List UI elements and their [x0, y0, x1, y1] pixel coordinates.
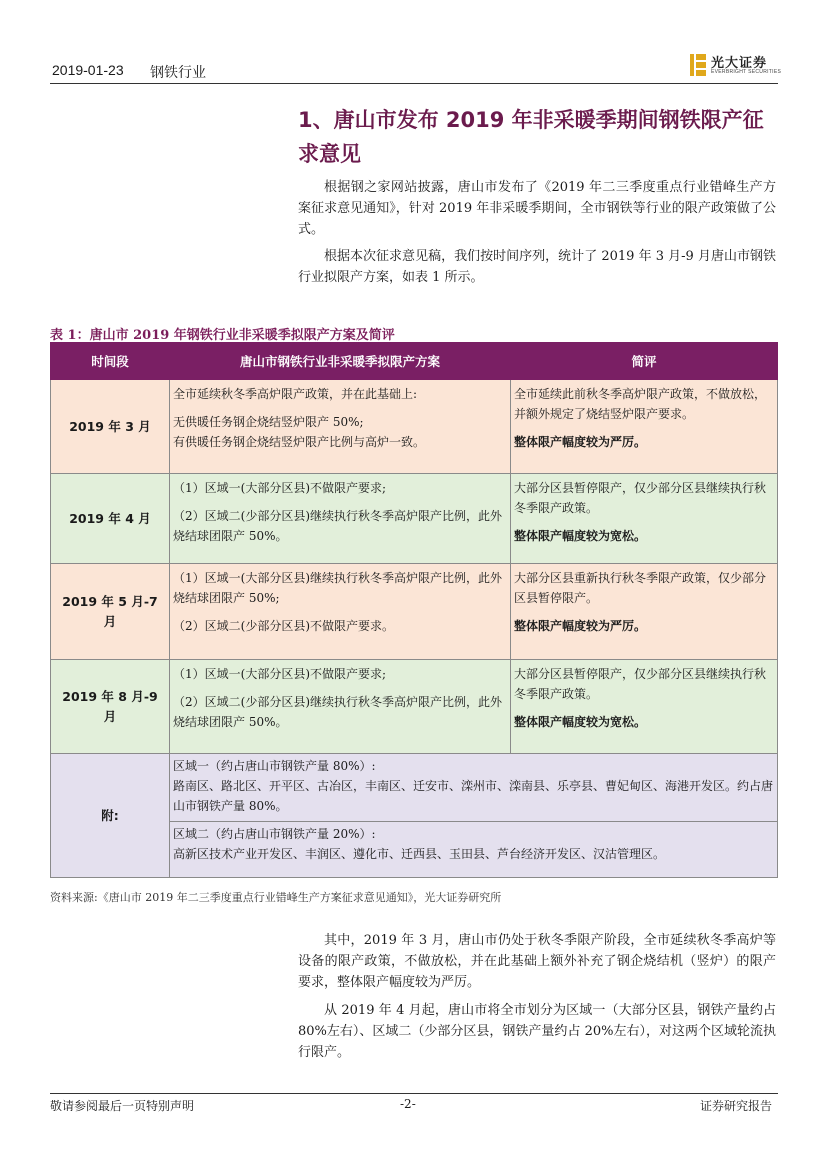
- page-number: -2-: [400, 1097, 416, 1111]
- header-plan: 唐山市钢铁行业非采暖季拟限产方案: [170, 343, 511, 380]
- comment-verdict: 整体限产幅度较为宽松。: [514, 529, 647, 543]
- header-industry: 钢铁行业: [150, 65, 206, 81]
- footer-rule: [50, 1093, 778, 1094]
- comment-text: 大部分区县重新执行秋冬季限产政策，仅少部分区县暂停限产。: [514, 571, 767, 605]
- note-region-1: [170, 754, 778, 822]
- comment-text: 大部分区县暂停限产，仅少部分区县继续执行秋冬季限产政策。: [514, 667, 767, 701]
- plan-line: （2）区域二(少部分区县)继续执行秋冬季高炉限产比例，此外烧结球团限产 50%。: [173, 695, 503, 729]
- note-body: 高新区技术产业开发区、丰润区、遵化市、迁西县、玉田县、芦台经济开发区、汉沽管理区。: [173, 847, 666, 861]
- note-label: 附:: [51, 754, 170, 878]
- row-period: 2019 年 8 月-9 月: [51, 660, 170, 754]
- table-note-row: [51, 754, 778, 822]
- row-period: 2019 年 3 月: [51, 380, 170, 474]
- row-plan: [170, 380, 511, 474]
- row-plan: [170, 474, 511, 564]
- comment-text: 全市延续此前秋冬季高炉限产政策，不做放松，并额外规定了烧结竖炉限产要求。: [514, 387, 767, 421]
- row-comment: [511, 660, 778, 754]
- comment-verdict: 整体限产幅度较为严厉。: [514, 435, 647, 449]
- table-source: 资料来源:《唐山市 2019 年二三季度重点行业错峰生产方案征求意见通知》，光大证券研究所: [50, 891, 502, 904]
- header-period: 时间段: [51, 343, 170, 380]
- row-comment: [511, 474, 778, 564]
- section-heading: 1、唐山市发布 2019 年非采暖季期间钢铁限产征求意见: [298, 108, 764, 166]
- row-period: 2019 年 5 月-7 月: [51, 564, 170, 660]
- plan-line: （2）区域二(少部分区县)继续执行秋冬季高炉限产比例，此外烧结球团限产 50%。: [173, 509, 503, 543]
- comment-verdict: 整体限产幅度较为严厉。: [514, 619, 647, 633]
- footer-disclaimer: 敬请参阅最后一页特别声明: [50, 1099, 195, 1113]
- header-comment: 简评: [511, 343, 778, 380]
- paragraph-2: 根据本次征求意见稿，我们按时间序列，统计了 2019 年 3 月-9 月唐山市钢铁行业拟限产方案，如表 1 所示。: [298, 249, 776, 285]
- paragraph-1: 根据钢之家网站披露，唐山市发布了《2019 年二三季度重点行业错峰生产方案征求意见通知》，针对 2019 年非采暖季期间，全市钢铁等行业的限产政策做了公式。: [298, 180, 776, 237]
- table-row: [51, 564, 778, 660]
- plan-line: 全市延续秋冬季高炉限产政策，并在此基础上:: [173, 387, 418, 401]
- plan-line: （2）区域二(少部分区县)不做限产要求。: [173, 619, 394, 633]
- paragraph-4: 从 2019 年 4 月起，唐山市将全市划分为区域一（大部分区县，钢铁产量约占 80%左右）、区域二（少部分区县，钢铁产量约占 20%左右），对这两个区域轮流执行限产。: [298, 1003, 776, 1060]
- logo-name: 光大证券: [711, 55, 768, 70]
- row-period: 2019 年 4 月: [51, 474, 170, 564]
- plan-line: 有供暖任务钢企烧结竖炉限产比例与高炉一致。: [173, 435, 426, 449]
- plan-line: 无供暖任务钢企烧结竖炉限产 50%;: [173, 415, 364, 429]
- table-row: [51, 380, 778, 474]
- note-title: 区域二（约占唐山市钢铁产量 20%）:: [173, 827, 376, 841]
- plan-line: （1）区域一(大部分区县)不做限产要求;: [173, 481, 387, 495]
- row-plan: [170, 564, 511, 660]
- footer-report-type: 证券研究报告: [700, 1099, 773, 1113]
- row-plan: [170, 660, 511, 754]
- note-body: 路南区、路北区、开平区、古冶区，丰南区、迁安市、滦州市、滦南县、乐亭县、曹妃甸区、海港开发区。约占唐山市钢铁产量 80%。: [173, 779, 774, 813]
- logo-en: EVERBRIGHT SECURITIES: [711, 69, 782, 75]
- note-region-2: [170, 822, 778, 878]
- row-comment: [511, 564, 778, 660]
- plan-line: （1）区域一(大部分区县)不做限产要求;: [173, 667, 387, 681]
- table-row: [51, 474, 778, 564]
- note-title: 区域一（约占唐山市钢铁产量 80%）:: [173, 759, 376, 773]
- plan-line: （1）区域一(大部分区县)继续执行秋冬季高炉限产比例，此外烧结球团限产 50%;: [173, 571, 503, 605]
- comment-text: 大部分区县暂停限产，仅少部分区县继续执行秋冬季限产政策。: [514, 481, 767, 515]
- table-caption: 表 1：唐山市 2019 年钢铁行业非采暖季拟限产方案及简评: [50, 328, 395, 343]
- header-rule: [50, 83, 778, 84]
- row-comment: [511, 380, 778, 474]
- header-date: 2019-01-23: [52, 62, 124, 78]
- table-header-row: [51, 343, 778, 380]
- table-row: [51, 660, 778, 754]
- comment-verdict: 整体限产幅度较为宽松。: [514, 715, 647, 729]
- restriction-table: [50, 342, 778, 878]
- paragraph-3: 其中，2019 年 3 月，唐山市仍处于秋冬季限产阶段，全市延续秋冬季高炉等设备的限产政策，不做放松，并在此基础上额外补充了钢企烧结机（竖炉）的限产要求，整体限产幅度较为严厉。: [298, 933, 776, 990]
